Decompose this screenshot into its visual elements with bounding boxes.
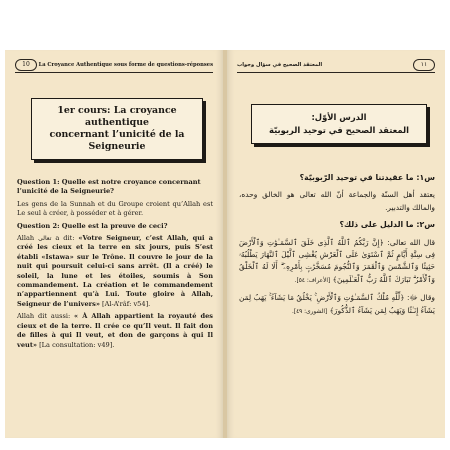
right-body-text — [239, 172, 435, 323]
answer-3-quote: « À Allah appartient la royauté des cieux et de la terre. Il crée ce qu’Il veut. Il fait don de filles à qui Il veut, et don de garçons à qui Il veut» — [17, 312, 213, 349]
question-1 — [17, 178, 213, 197]
left-title-line-1: 1er cours: La croyance authentique — [57, 105, 177, 128]
question-1-line-1: Question 1: Quelle est notre croyance concernant — [17, 178, 201, 186]
arabic-question-1: س١: ما عقيدتنا في توحيد الرّبوبيّة؟ — [299, 173, 435, 182]
arabic-answer-3 — [239, 292, 435, 318]
answer-3 — [17, 312, 213, 350]
answer-3-said: dit aussi: — [34, 312, 75, 321]
answer-2 — [17, 234, 213, 309]
left-lesson-title — [31, 98, 203, 160]
right-lesson-title — [251, 104, 427, 144]
answer-2-arabic-honorific: تعالى — [38, 235, 52, 243]
arabic-question-2: س٢: ما الدليل على ذلك؟ — [339, 220, 435, 230]
left-body-text — [17, 178, 213, 353]
arabic-answer-3-reference: [الشورى: ٤٩]. — [291, 308, 328, 315]
question-2: Question 2: Quelle est la preuve de ceci? — [17, 221, 168, 230]
left-header-title: La Croyance Authentique sous forme de questions-réponses — [38, 62, 213, 68]
left-title-line-2: concernant l’unicité de la Seigneurie — [49, 129, 185, 152]
right-title-line-1: الدرس الأوّل: — [311, 112, 367, 122]
right-title-line-2: المعتقد الصحيح في توحيد الربوبيّة — [269, 125, 409, 135]
left-running-header — [15, 58, 213, 73]
left-page-number: 10 — [15, 59, 37, 71]
right-header-title: المعتقد الصحيح في سؤال وجواب — [237, 62, 323, 68]
left-page — [5, 50, 223, 438]
answer-2-allah: Allah — [17, 234, 35, 243]
right-page — [227, 50, 445, 438]
right-running-header — [237, 58, 435, 73]
right-page-number: ١١ — [413, 59, 435, 71]
question-1-line-2: l’unicité de la Seigneurie? — [17, 187, 115, 196]
answer-3-allah: Allah — [17, 312, 35, 321]
answer-2-reference: [Al-A’râf: v54]. — [99, 299, 151, 308]
arabic-answer-1: يعتقد أهل السنّة والجماعة أنّ الله تعالى هو الخالق وحده، والمالك والتدبير. — [239, 190, 435, 212]
answer-2-quote: «Votre Seigneur, c’est Allah, qui a créé les cieux et la terre en six jours, puis S’est établi «Istawa» sur le Trône. Il couvre le jour de la nuit qui poursuit celui-ci sans arrêt. (Il a créé) le soleil, la lune et les étoiles, soumis à Son commandement. La création et le commandement n’appartiennent qu’à Lui. Toute gloire à Allah, Seigneur de l’univers» — [17, 234, 213, 308]
arabic-answer-2 — [239, 237, 435, 288]
arabic-answer-2-reference: [الأعراف: ٥٤]. — [294, 277, 331, 284]
arabic-answer-3-verse: وقال ﷻ: ﴿لِّلَّهِ مُلْكُ ٱلسَّمَـٰوَٰتِ وَٱلْأَرْضِ ۚ يَخْلُقُ مَا يَشَآءُ ۚ يَهَبُ لِمَن يَشَآءُ إِنَـٰثًا وَيَهَبُ لِمَن يَشَآءُ ٱلذُّكُورَ﴾ — [239, 293, 435, 315]
answer-2-said: a dit: — [55, 234, 79, 243]
answer-1: Les gens de la Sunnah et du Groupe croient qu’Allah est Le seul à créer, à posséder et à gérer. — [17, 199, 213, 218]
arabic-answer-2-verse: قال الله تعالى: ﴿إِنَّ رَبَّكُمُ ٱللَّهُ ٱلَّذِى خَلَقَ ٱلسَّمَـٰوَٰتِ وَٱلْأَرْضَ فِى سِتَّةِ أَيَّامٍ ثُمَّ ٱسْتَوَىٰ عَلَى ٱلْعَرْشِ يُغْشِى ٱلَّيْلَ ٱلنَّهَارَ يَطْلُبُهُۥ حَثِيثًا وَٱلشَّمْسَ وَٱلْقَمَرَ وَٱلنُّجُومَ مُسَخَّرَٰتٍۭ بِأَمْرِهِۦٓ ۗ أَلَا لَهُ ٱلْخَلْقُ وَٱلْأَمْرُ ۗ تَبَارَكَ ٱللَّهُ رَبُّ ٱلْعَـٰلَمِينَ﴾ — [239, 237, 435, 284]
answer-3-reference: [La consultation: v49]. — [37, 340, 115, 349]
